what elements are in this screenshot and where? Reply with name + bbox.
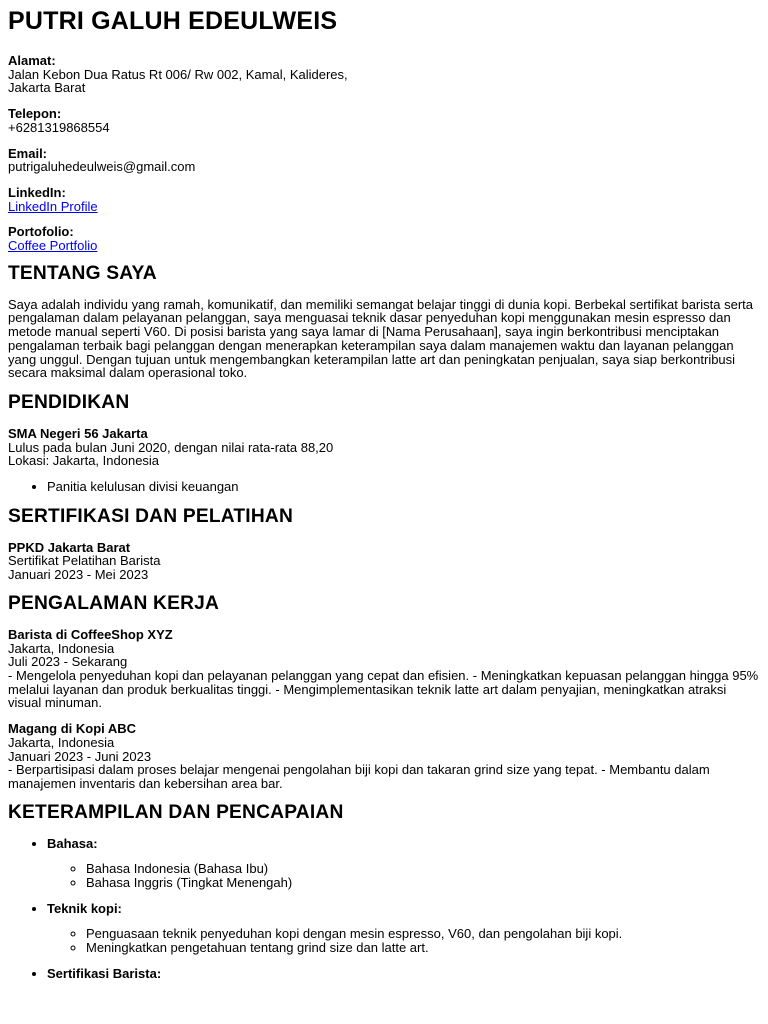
education-activities-list xyxy=(8,480,760,494)
list-item: ◦ Penguasaan teknik penyeduhan kopi dengan mesin espresso, V60, dan pengolahan biji kopi. xyxy=(86,927,760,941)
job-entry xyxy=(8,722,760,791)
experience-heading: PENGALAMAN KERJA xyxy=(8,592,220,614)
phone-label: Telepon: xyxy=(8,106,62,122)
job-description: - Berpartisipasi dalam proses belajar mengenai pengolahan biji kopi dan takaran grind size yang tepat. - Membantu dalam manajemen inventaris dan kebersihan area bar. xyxy=(8,762,710,791)
list-item: ◦ Bahasa Inggris (Tingkat Menengah) xyxy=(86,876,760,890)
skill-group-barista-certification xyxy=(47,967,760,981)
address-line-2: Jakarta Barat xyxy=(8,80,86,96)
portfolio-link[interactable]: Coffee Portfolio xyxy=(8,238,98,254)
linkedin-label: LinkedIn: xyxy=(8,184,66,200)
job-location: Jakarta, Indonesia xyxy=(8,734,115,750)
email-address: putrigaluhedeulweis@gmail.com xyxy=(8,159,196,175)
address-block xyxy=(8,54,760,95)
skill-sub-list xyxy=(47,862,760,889)
skill-group-label: Teknik kopi: xyxy=(47,900,122,916)
job-period: Januari 2023 - Juni 2023 xyxy=(8,748,152,764)
certification-title: Sertifikat Pelatihan Barista xyxy=(8,553,161,569)
linkedin-link[interactable]: LinkedIn Profile xyxy=(8,198,98,214)
education-location: Lokasi: Jakarta, Indonesia xyxy=(8,453,160,469)
skill-group-coffee-technique xyxy=(47,902,760,955)
education-heading: PENDIDIKAN xyxy=(8,391,130,413)
certification-entry xyxy=(8,541,760,582)
education-entry xyxy=(8,427,760,468)
job-title: Barista di CoffeeShop XYZ xyxy=(8,626,173,642)
skill-group-language xyxy=(47,837,760,890)
linkedin-block xyxy=(8,186,760,213)
about-text: Saya adalah individu yang ramah, komunikatif, dan memiliki semangat belajar tinggi di dunia kopi. Berbekal sertifikat barista serta pengalaman dalam pelayanan pelanggan, saya menguasai teknik dasar penyeduhan kopi menggunakan mesin espresso dan metode manual seperti V60. Di posisi barista yang saya lamar di [Nama Perusahaan], saya ingin berkontribusi menciptakan pengalaman terbaik bagi pelanggan dengan menerapkan keterampilan saya dalam manajemen waktu dan layanan pelanggan yang unggul. Dengan tujuan untuk mengembangkan keterampilan latte art dan peningkatan penjualan, saya siap berkontribusi secara maksimal dalam operasional toko. xyxy=(8,296,754,381)
job-location: Jakarta, Indonesia xyxy=(8,640,115,656)
email-label: Email: xyxy=(8,145,48,161)
certification-period: Januari 2023 - Mei 2023 xyxy=(8,567,149,583)
list-item: ◦ Meningkatkan pengetahuan tentang grind size dan latte art. xyxy=(86,941,760,955)
skill-sub-list xyxy=(47,927,760,954)
portfolio-block xyxy=(8,225,760,252)
job-title: Magang di Kopi ABC xyxy=(8,721,137,737)
skills-list xyxy=(8,837,760,981)
job-entry xyxy=(8,628,760,710)
skills-heading: KETERAMPILAN DAN PENCAPAIAN xyxy=(8,801,344,823)
list-item: ◦ Bahasa Indonesia (Bahasa Ibu) xyxy=(86,862,760,876)
phone-block xyxy=(8,107,760,134)
portfolio-label: Portofolio: xyxy=(8,224,74,240)
address-line-1: Jalan Kebon Dua Ratus Rt 006/ Rw 002, Kamal, Kalideres, xyxy=(8,66,348,82)
phone-number: +6281319868554 xyxy=(8,119,110,135)
skill-group-label: Sertifikasi Barista: xyxy=(47,965,162,981)
resume-name: PUTRI GALUH EDEULWEIS xyxy=(8,7,338,35)
school-name: SMA Negeri 56 Jakarta xyxy=(8,425,148,441)
graduation-info: Lulus pada bulan Juni 2020, dengan nilai rata-rata 88,20 xyxy=(8,439,334,455)
certification-org: PPKD Jakarta Barat xyxy=(8,539,131,555)
job-period: Juli 2023 - Sekarang xyxy=(8,654,128,670)
skill-group-label: Bahasa: xyxy=(47,835,98,851)
about-heading: TENTANG SAYA xyxy=(8,262,157,284)
job-description: - Mengelola penyeduhan kopi dan pelayanan pelanggan yang cepat dan efisien. - Meningkatkan kepuasan pelanggan hingga 95% melalui layanan dan produk berkualitas tinggi. - Mengimplementasikan teknik latte art dalam penyajian, meningkatkan atraksi visual minuman. xyxy=(8,667,759,711)
certification-heading: SERTIFIKASI DAN PELATIHAN xyxy=(8,505,293,527)
address-label: Alamat: xyxy=(8,53,56,68)
list-item: • Panitia kelulusan divisi keuangan xyxy=(47,480,760,494)
email-block xyxy=(8,147,760,174)
